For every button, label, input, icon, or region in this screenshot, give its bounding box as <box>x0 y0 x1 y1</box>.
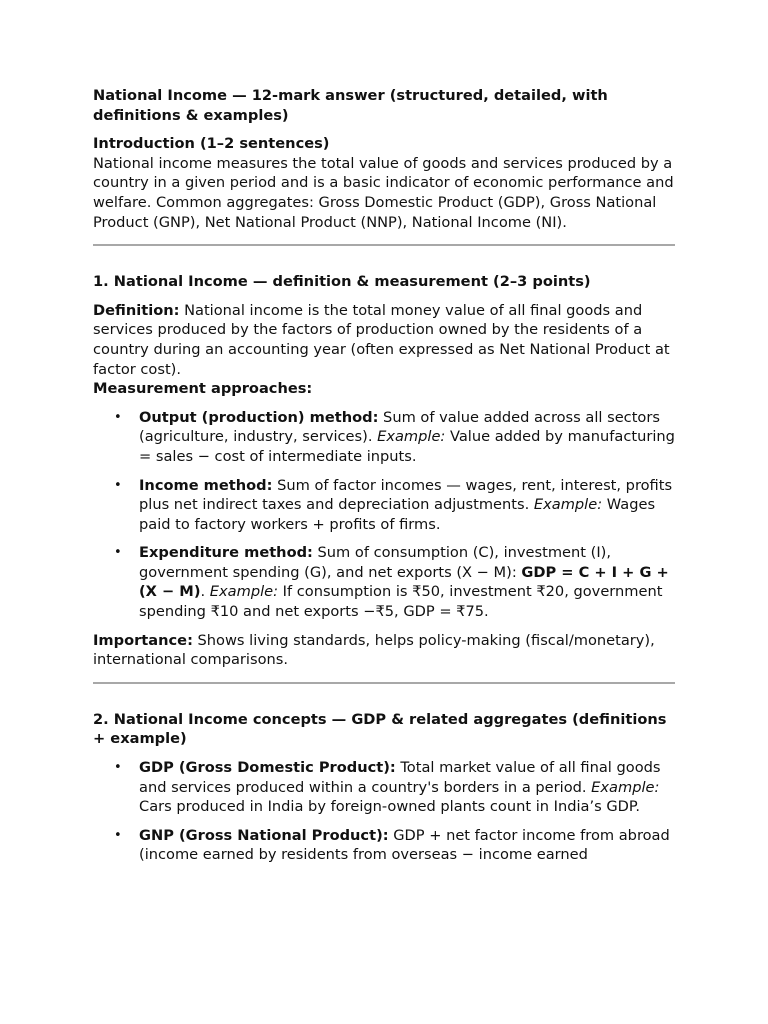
list-item <box>93 543 675 621</box>
example-text: If consumption is ₹50, investment ₹20, government spending ₹10 and net exports −₹5, GDP = ₹75. <box>139 583 663 621</box>
measurement-title: Measurement approaches: <box>93 380 313 398</box>
item-text: Total market value of all final goods and services produced within a country's borders in a period. <box>139 759 661 796</box>
list-item <box>93 476 675 535</box>
definition-text: National income is the total money value of all final goods and services produced by the factors of production owned by the residents of a country during an accounting year (often expressed as Net National Product at factor cost). <box>93 301 670 378</box>
section-2-title: 2. National Income concepts — GDP & related aggregates (definitions + example) <box>93 710 667 748</box>
example-text: Value added by manufacturing = sales − cost of intermediate inputs. <box>139 428 675 465</box>
bullet-icon: • <box>114 477 122 493</box>
item-label: Income method: <box>139 476 273 494</box>
importance-text: Shows living standards, helps policy-making (fiscal/monetary), international comparisons. <box>93 631 655 669</box>
concepts-list <box>93 758 675 865</box>
document-page <box>93 86 675 874</box>
intro-heading: Introduction (1–2 sentences) <box>93 135 330 153</box>
bullet-icon: • <box>114 545 122 561</box>
item-label: Expenditure method: <box>139 544 313 562</box>
example-text: Wages paid to factory workers + profits of firms. <box>139 496 656 533</box>
list-item <box>93 826 675 865</box>
bullet-icon: • <box>114 827 122 843</box>
section-divider <box>93 244 675 246</box>
measurement-list <box>93 408 675 622</box>
example-label: Example: <box>591 778 660 796</box>
example-label: Example: <box>533 496 603 514</box>
item-text: Sum of value added across all sectors (agriculture, industry, services). <box>139 408 660 446</box>
bullet-icon: • <box>114 409 122 425</box>
bullet-icon: • <box>114 760 122 776</box>
gdp-formula: GDP = C + I + G + (X − M) <box>139 563 669 601</box>
item-text: Sum of consumption (C), investment (I), government spending (G), and net exports (X − M): <box>139 544 611 581</box>
item-text: Sum of factor incomes — wages, rent, interest, profits plus net indirect taxes and depreciation adjustments. <box>139 476 673 514</box>
importance-paragraph <box>93 631 675 670</box>
list-item <box>93 408 675 467</box>
item-label: GDP (Gross Domestic Product): <box>139 759 396 777</box>
document-title: National Income — 12-mark answer (structured, detailed, with definitions & examples) <box>93 87 608 124</box>
item-label: Output (production) method: <box>139 408 379 426</box>
importance-label: Importance: <box>93 631 193 649</box>
example-label: Example: <box>377 428 446 446</box>
example-text: Cars produced in India by foreign-owned plants count in India’s GDP. <box>139 798 641 816</box>
section-divider <box>93 682 675 684</box>
list-item <box>93 758 675 817</box>
example-label: Example: <box>209 583 279 601</box>
item-label: GNP (Gross National Product): <box>139 826 389 844</box>
definition-label: Definition: <box>93 301 180 319</box>
intro-text: National income measures the total value of goods and services produced by a country in a given period and is a basic indicator of economic performance and welfare. Common aggregates: Gross Domestic Product (GDP), Gross National Product (GNP), Net National Product (NNP), National Income (NI). <box>93 154 674 231</box>
item-text: GDP + net factor income from abroad (income earned by residents from overseas − income earned <box>139 826 670 864</box>
section-1-title: 1. National Income — definition & measurement (2–3 points) <box>93 273 591 291</box>
definition-paragraph <box>93 301 675 379</box>
item-text-after-formula: . <box>200 583 210 601</box>
